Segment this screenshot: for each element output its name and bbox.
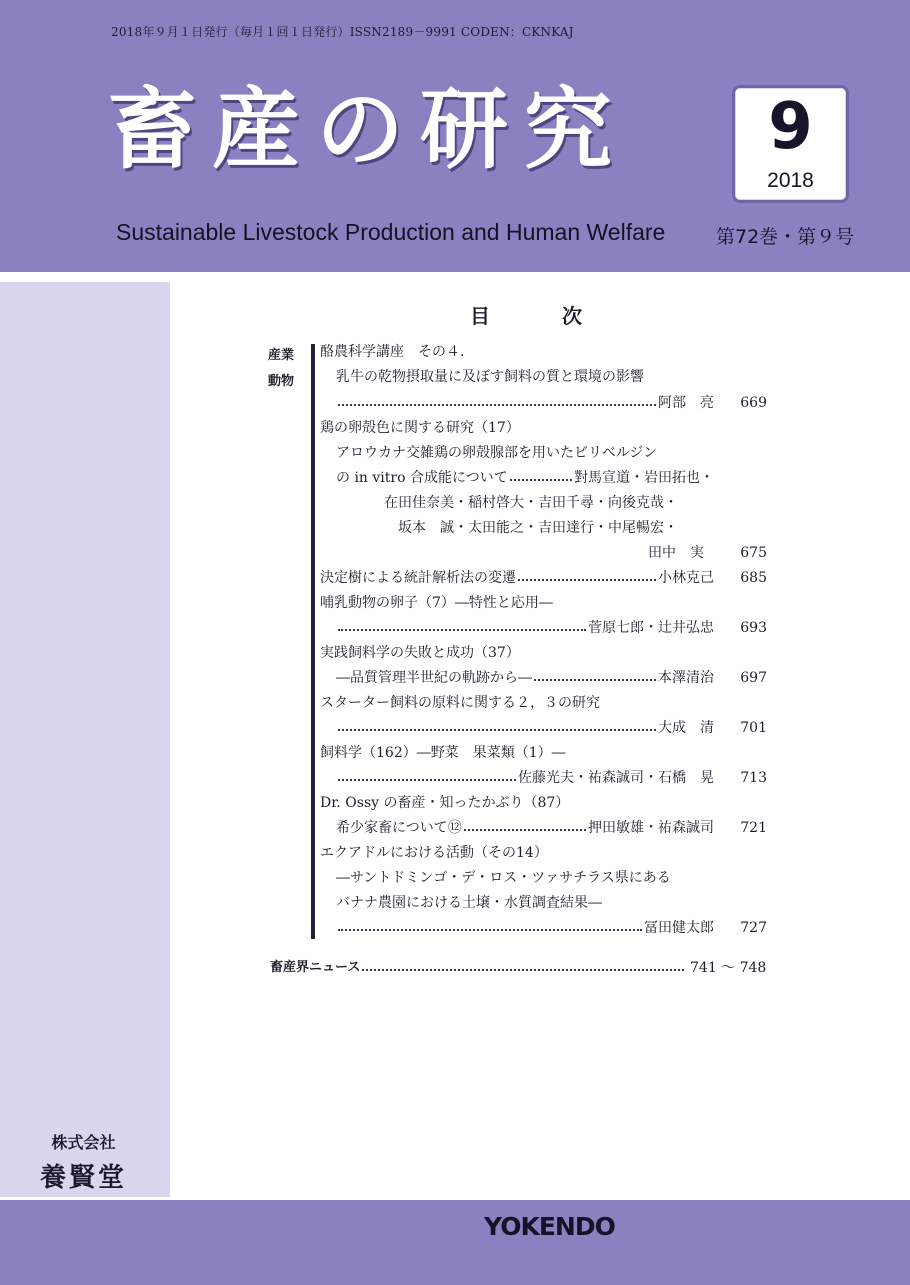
leader-dots (338, 404, 656, 406)
toc-entry-title: エクアドルにおける活動（その14） (320, 845, 548, 861)
category-label: 産業 (268, 348, 295, 363)
toc-entry-authors: 佐藤光夫・祐森誠司・石橋 晃 (518, 770, 714, 786)
publication-info: 2018年９月１日発行（毎月１回１日発行）ISSN2189－9991 CODEN：CKNKAJ (111, 25, 574, 39)
yokendo-logo: YOKENDO (484, 1212, 615, 1241)
leader-dots (362, 969, 684, 971)
toc-entry-title: ―サントドミンゴ・デ・ロス・ツァサチラス県にある (336, 870, 671, 886)
issue-number: 9 (768, 90, 813, 164)
toc-entry-page: 701 (740, 720, 767, 736)
publisher-name: 養賢堂 (40, 1163, 128, 1193)
toc-entry-author-line (336, 467, 714, 489)
toc-entry-page: 685 (740, 570, 767, 586)
toc-entry-author-line (336, 917, 714, 939)
leader-dots (464, 829, 586, 831)
toc-entry-title: 実践飼料学の失敗と成功（37） (320, 645, 520, 661)
toc-entry-title: バナナ農園における土壌・水質調査結果― (336, 895, 602, 911)
toc-entry-author-line (336, 817, 714, 839)
toc-entry-title: ―品質管理半世紀の軌跡から― (336, 670, 532, 686)
toc-entry-author-line (320, 567, 714, 589)
leader-dots (534, 679, 656, 681)
toc-entry-page: 697 (740, 670, 767, 686)
toc-entry-authors: 本澤清治 (658, 670, 714, 686)
issue-box (732, 85, 849, 203)
toc-entry-page: 713 (740, 770, 767, 786)
toc-entry-author-line (336, 392, 714, 414)
toc-heading: 目 次 (470, 304, 608, 328)
toc-entry-page: 721 (740, 820, 767, 836)
toc-entry-title: 酪農科学講座 その４. (320, 344, 465, 360)
toc-entry-authors: 大成 清 (658, 720, 714, 736)
toc-entry-authors: 小林克己 (658, 570, 714, 586)
toc-news-line (270, 957, 686, 979)
toc-entry-authors: 菅原七郎・辻井弘忠 (588, 620, 714, 636)
publisher-block (40, 1130, 127, 1194)
toc-entry-authors: 對馬宣道・岩田拓也・ (574, 470, 714, 486)
issue-year: 2018 (767, 169, 814, 192)
left-sidebar (0, 282, 170, 1197)
toc-entry-page: 669 (740, 395, 767, 411)
toc-news-pages: 741 ～ 748 (690, 960, 767, 976)
toc-entry-authors: 押田敏雄・祐森誠司 (588, 820, 714, 836)
leader-dots (338, 929, 642, 931)
toc-entry-authors: 在田佳奈美・稲村啓大・吉田千尋・向後克哉・ (384, 495, 678, 511)
toc-entry-title: Dr. Ossy の畜産・知ったかぶり（87） (320, 795, 570, 811)
leader-dots (518, 579, 656, 581)
toc-entry-author-line (336, 717, 714, 739)
toc-entry-title: スターター飼料の原料に関する２，３の研究 (320, 695, 600, 711)
toc-entry-author-line (336, 617, 714, 639)
toc-entry-authors: 田中 実 (648, 545, 704, 561)
toc-entry-page: 693 (740, 620, 767, 636)
toc-entry-author-line (336, 667, 714, 689)
toc-entry-page: 675 (740, 545, 767, 561)
leader-dots (510, 479, 572, 481)
toc-entry-title: アロウカナ交雑鶏の卵殻腺部を用いたビリベルジン (336, 445, 658, 461)
toc-entry-page: 727 (740, 920, 767, 936)
journal-subtitle: Sustainable Livestock Production and Human Welfare (116, 219, 666, 245)
toc-entry-title: 決定樹による統計解析法の変遷 (320, 570, 516, 586)
category-label: 動物 (268, 374, 295, 389)
leader-dots (338, 729, 656, 731)
toc-entry-title: 鶏の卵殻色に関する研究（17） (320, 420, 520, 436)
toc-news-title: 畜産界ニュース (270, 960, 361, 975)
toc-entry-authors: 坂本 誠・太田能之・吉田達行・中尾暢宏・ (398, 520, 678, 536)
toc-entry-title: 哺乳動物の卵子（7）―特性と応用― (320, 595, 553, 611)
journal-title: 畜産の研究 (108, 78, 629, 181)
toc-entry-title: の in vitro 合成能について (336, 470, 508, 486)
toc-entry-title: 乳牛の乾物摂取量に及ぼす飼料の質と環境の影響 (336, 369, 644, 385)
publisher-company-type: 株式会社 (51, 1133, 116, 1152)
leader-dots (338, 779, 516, 781)
leader-dots (338, 629, 586, 631)
footer-band (0, 1200, 910, 1285)
volume-number: 第72巻・第９号 (716, 226, 855, 248)
toc-entry-authors: 阿部 亮 (658, 395, 714, 411)
category-divider (311, 344, 315, 939)
toc-entry-title: 飼料学（162）―野菜 果菜類（1）― (320, 745, 566, 761)
toc-entry-authors: 冨田健太郎 (644, 920, 714, 936)
toc-entry-author-line (336, 767, 714, 789)
toc-entry-title: 希少家畜について⑫ (336, 820, 462, 836)
